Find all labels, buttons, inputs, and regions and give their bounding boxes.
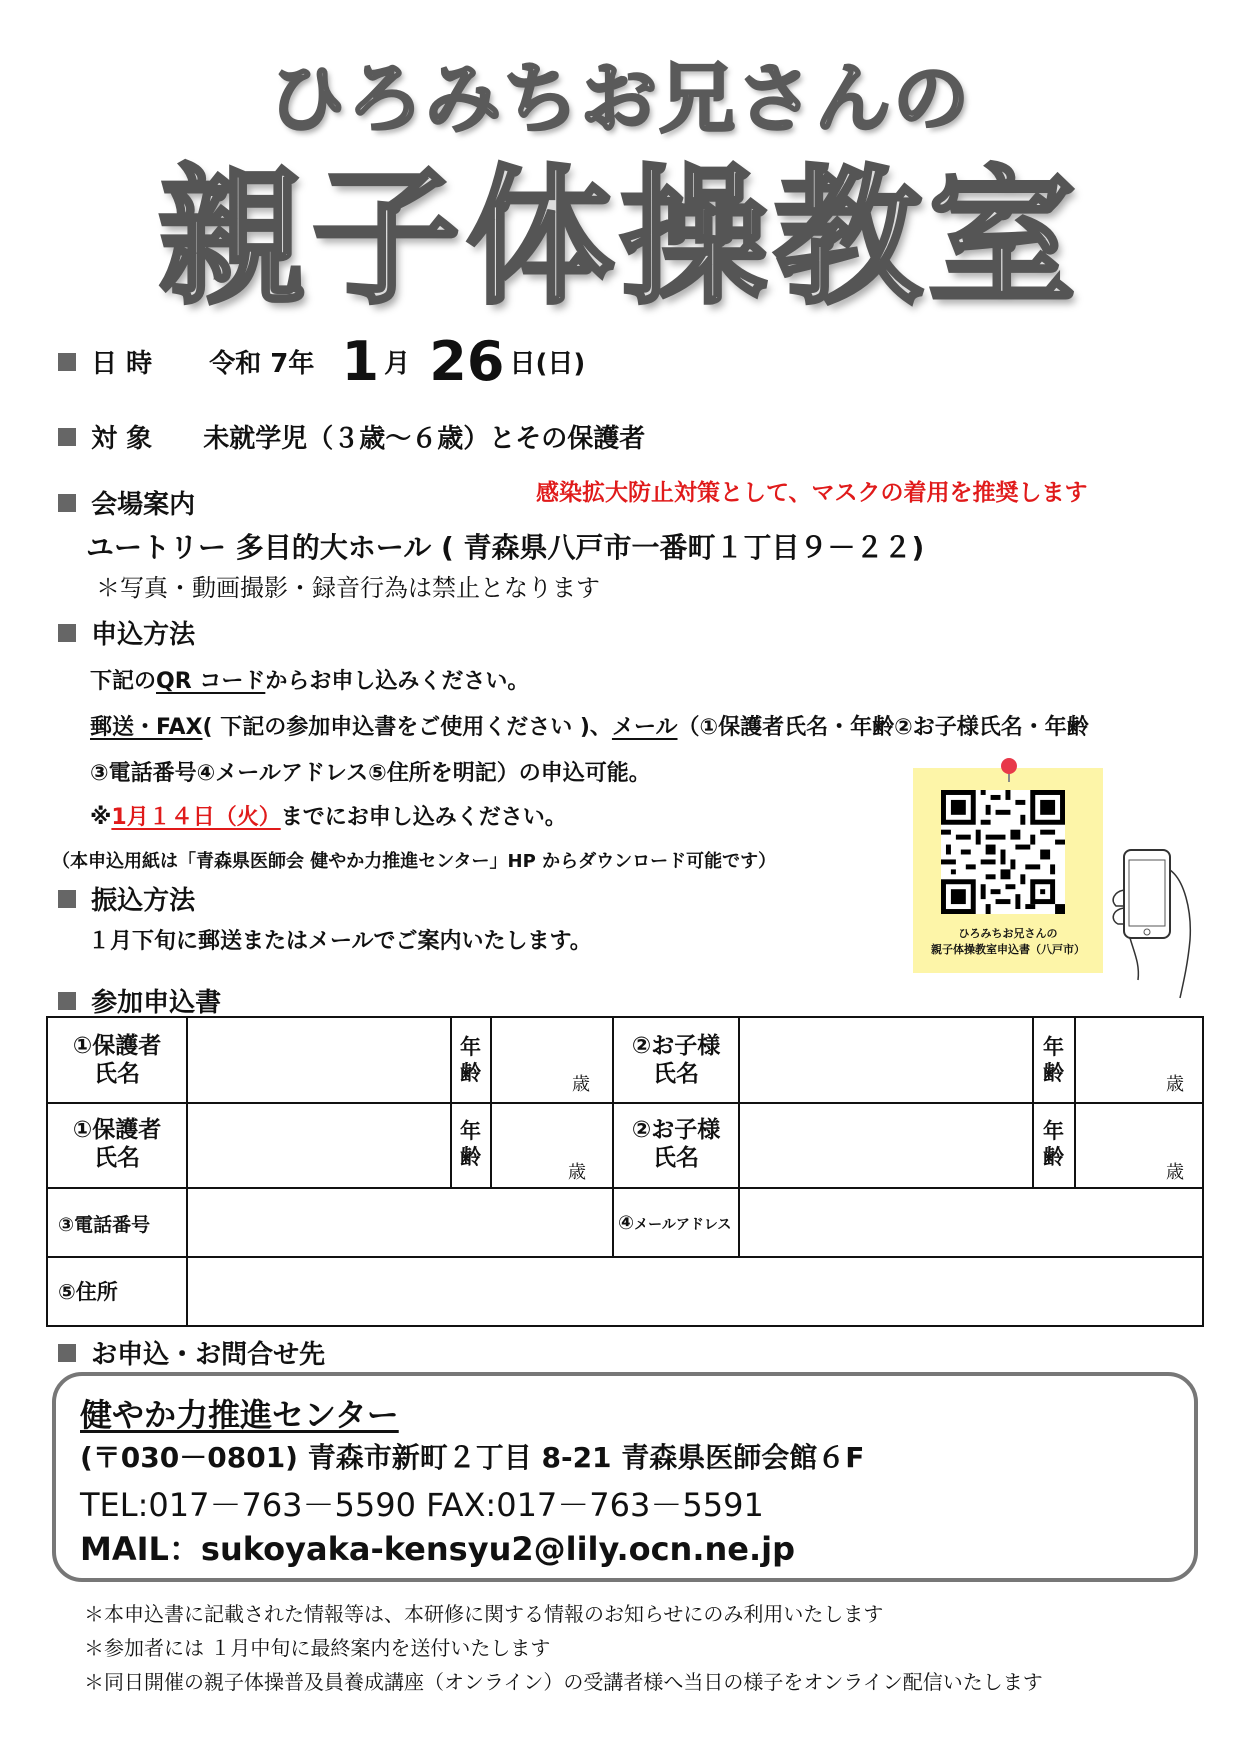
note-2: ＊参加者には １月中旬に最終案内を送付いたします xyxy=(84,1636,551,1660)
venue-label: 会場案内 xyxy=(91,490,196,520)
contact-org: 健やか力推進センター xyxy=(80,1396,399,1434)
venue-heading xyxy=(58,484,195,521)
phone-input[interactable] xyxy=(188,1189,612,1256)
title-main: 親子体操教室 xyxy=(158,152,1082,324)
apply-line-3: ③電話番号④メールアドレス⑤住所を明記）の申込可能。 xyxy=(90,761,651,786)
qr-panel xyxy=(913,768,1103,973)
address-input[interactable] xyxy=(188,1258,1202,1325)
child-name-label xyxy=(614,1032,738,1088)
col-divider xyxy=(1032,1018,1034,1187)
bullet-square-icon xyxy=(58,624,76,642)
phone-hand-icon xyxy=(1100,840,1200,1000)
apply-line2-mid: ( 下記の参加申込書をご使用ください )、 xyxy=(202,715,612,740)
email-link[interactable]: メール xyxy=(611,715,678,740)
age-unit: 歳 xyxy=(568,1162,586,1183)
age-char2: 齢 xyxy=(460,1145,481,1169)
child-name-input[interactable] xyxy=(740,1104,1032,1187)
date-day: 26 xyxy=(429,330,505,393)
phone-label: ③電話番号 xyxy=(58,1214,151,1236)
child-name-label xyxy=(614,1116,738,1172)
age-char1: 年 xyxy=(460,1035,481,1059)
mail-fax-link[interactable]: 郵送・FAX xyxy=(90,715,203,740)
email-label-num: ④ xyxy=(618,1212,635,1234)
guardian-age-input[interactable] xyxy=(492,1018,612,1102)
form-heading xyxy=(58,982,221,1019)
qr-code-link[interactable]: QR コード xyxy=(156,669,266,694)
apply-line1-post: からお申し込みください。 xyxy=(265,669,530,694)
contact-address: (〒030－0801) 青森市新町２丁目 8-21 青森県医師会館６F xyxy=(80,1441,865,1474)
pushpin-icon xyxy=(1001,758,1017,774)
guardian-name-label xyxy=(48,1116,186,1172)
venue-name: ユートリー 多目的大ホール ( 青森県八戸市一番町１丁目９－２２) xyxy=(86,531,925,564)
date-era: 令和 7年 xyxy=(209,349,315,379)
download-note: （本申込用紙は「青森県医師会 健やか力推進センター」HP からダウンロード可能です） xyxy=(52,851,777,872)
child-age-label xyxy=(1043,1118,1063,1170)
note-1: ＊本申込書に記載された情報等は、本研修に関する情報のお知らせにのみ利用いたします xyxy=(84,1602,884,1626)
email-input[interactable] xyxy=(740,1189,1202,1256)
guardian-age-input[interactable] xyxy=(492,1104,612,1187)
date-month-unit: 月 xyxy=(384,349,411,379)
deadline-post: までにお申し込みください。 xyxy=(280,805,567,830)
note-3: ＊同日開催の親子体操普及員養成講座（オンライン）の受講者様へ当日の様子をオンライン配信いたします xyxy=(84,1670,1043,1694)
qr-code-icon[interactable] xyxy=(941,790,1065,914)
bullet-square-icon xyxy=(58,890,76,908)
target-label: 対 象 xyxy=(91,424,153,454)
apply-line2-post: （①保護者氏名・年齢②お子様氏名・年齢 xyxy=(677,715,1089,740)
bullet-square-icon xyxy=(58,1344,76,1362)
child-label-line1: ②お子様 xyxy=(631,1033,721,1059)
qr-code-graphic xyxy=(941,790,1065,914)
child-age-label xyxy=(1043,1034,1063,1086)
contact-box xyxy=(52,1372,1198,1582)
contact-heading xyxy=(58,1334,325,1371)
target-row xyxy=(58,418,645,455)
payment-heading xyxy=(58,880,195,917)
age-char2: 齢 xyxy=(1043,1145,1064,1169)
child-label-line2: 氏名 xyxy=(653,1145,699,1171)
email-label xyxy=(618,1212,731,1234)
qr-caption-line1: ひろみちお兄さんの xyxy=(958,927,1058,940)
title-subtitle: ひろみちお兄さんの xyxy=(269,54,971,143)
child-name-input[interactable] xyxy=(740,1018,1032,1102)
apply-deadline xyxy=(90,800,567,831)
guardian-label-line2: 氏名 xyxy=(94,1061,140,1087)
date-row xyxy=(58,330,586,393)
bullet-square-icon xyxy=(58,992,76,1010)
age-char1: 年 xyxy=(1043,1035,1064,1059)
child-label-line2: 氏名 xyxy=(653,1061,699,1087)
bullet-square-icon xyxy=(58,428,76,446)
guardian-name-input[interactable] xyxy=(188,1018,450,1102)
guardian-label-line2: 氏名 xyxy=(94,1145,140,1171)
date-label: 日 時 xyxy=(91,349,153,379)
apply-line1-pre: 下記の xyxy=(90,669,157,694)
guardian-label-line1: ①保護者 xyxy=(72,1033,162,1059)
date-day-unit: 日(日) xyxy=(509,349,586,379)
payment-label: 振込方法 xyxy=(91,886,196,916)
apply-heading xyxy=(58,614,195,651)
qr-caption-line2: 親子体操教室申込書（八戸市） xyxy=(931,943,1085,956)
address-label: ⑤住所 xyxy=(58,1280,118,1304)
apply-line-1 xyxy=(90,664,529,695)
col-divider xyxy=(450,1018,452,1187)
bullet-square-icon xyxy=(58,353,76,371)
deadline-mark: ※ xyxy=(90,805,112,830)
guardian-age-label xyxy=(460,1118,480,1170)
email-label-text: メールアドレス xyxy=(634,1217,732,1233)
age-unit: 歳 xyxy=(572,1074,590,1095)
age-char1: 年 xyxy=(1043,1119,1064,1143)
age-unit: 歳 xyxy=(1166,1074,1184,1095)
child-label-line1: ②お子様 xyxy=(631,1117,721,1143)
application-form xyxy=(46,1016,1204,1327)
age-char2: 齢 xyxy=(1043,1061,1064,1085)
contact-label: お申込・お問合せ先 xyxy=(91,1340,326,1370)
date-month: 1 xyxy=(341,330,380,393)
guardian-name-label xyxy=(48,1032,186,1088)
payment-text: １月下旬に郵送またはメールでご案内いたします。 xyxy=(88,929,592,954)
qr-caption xyxy=(913,926,1103,958)
apply-line-2 xyxy=(90,710,1089,741)
contact-mail[interactable]: MAIL：sukoyaka-kensyu2@lily.ocn.ne.jp xyxy=(80,1530,796,1568)
form-label: 参加申込書 xyxy=(91,988,222,1018)
target-value: 未就学児（３歳～６歳）とその保護者 xyxy=(203,424,646,454)
age-char2: 齢 xyxy=(460,1061,481,1085)
apply-label: 申込方法 xyxy=(91,620,196,650)
venue-note: ＊写真・動画撮影・録音行為は禁止となります xyxy=(96,574,600,602)
age-char1: 年 xyxy=(460,1119,481,1143)
age-unit: 歳 xyxy=(1166,1162,1184,1183)
guardian-label-line1: ①保護者 xyxy=(72,1117,162,1143)
contact-tel-fax: TEL:017－763－5590 FAX:017－763－5591 xyxy=(80,1486,764,1524)
deadline-date: 1月１４日（火） xyxy=(111,805,281,830)
guardian-age-label xyxy=(460,1034,480,1086)
guardian-name-input[interactable] xyxy=(188,1104,450,1187)
mask-notice: 感染拡大防止対策として、マスクの着用を推奨します xyxy=(536,480,1088,506)
bullet-square-icon xyxy=(58,494,76,512)
